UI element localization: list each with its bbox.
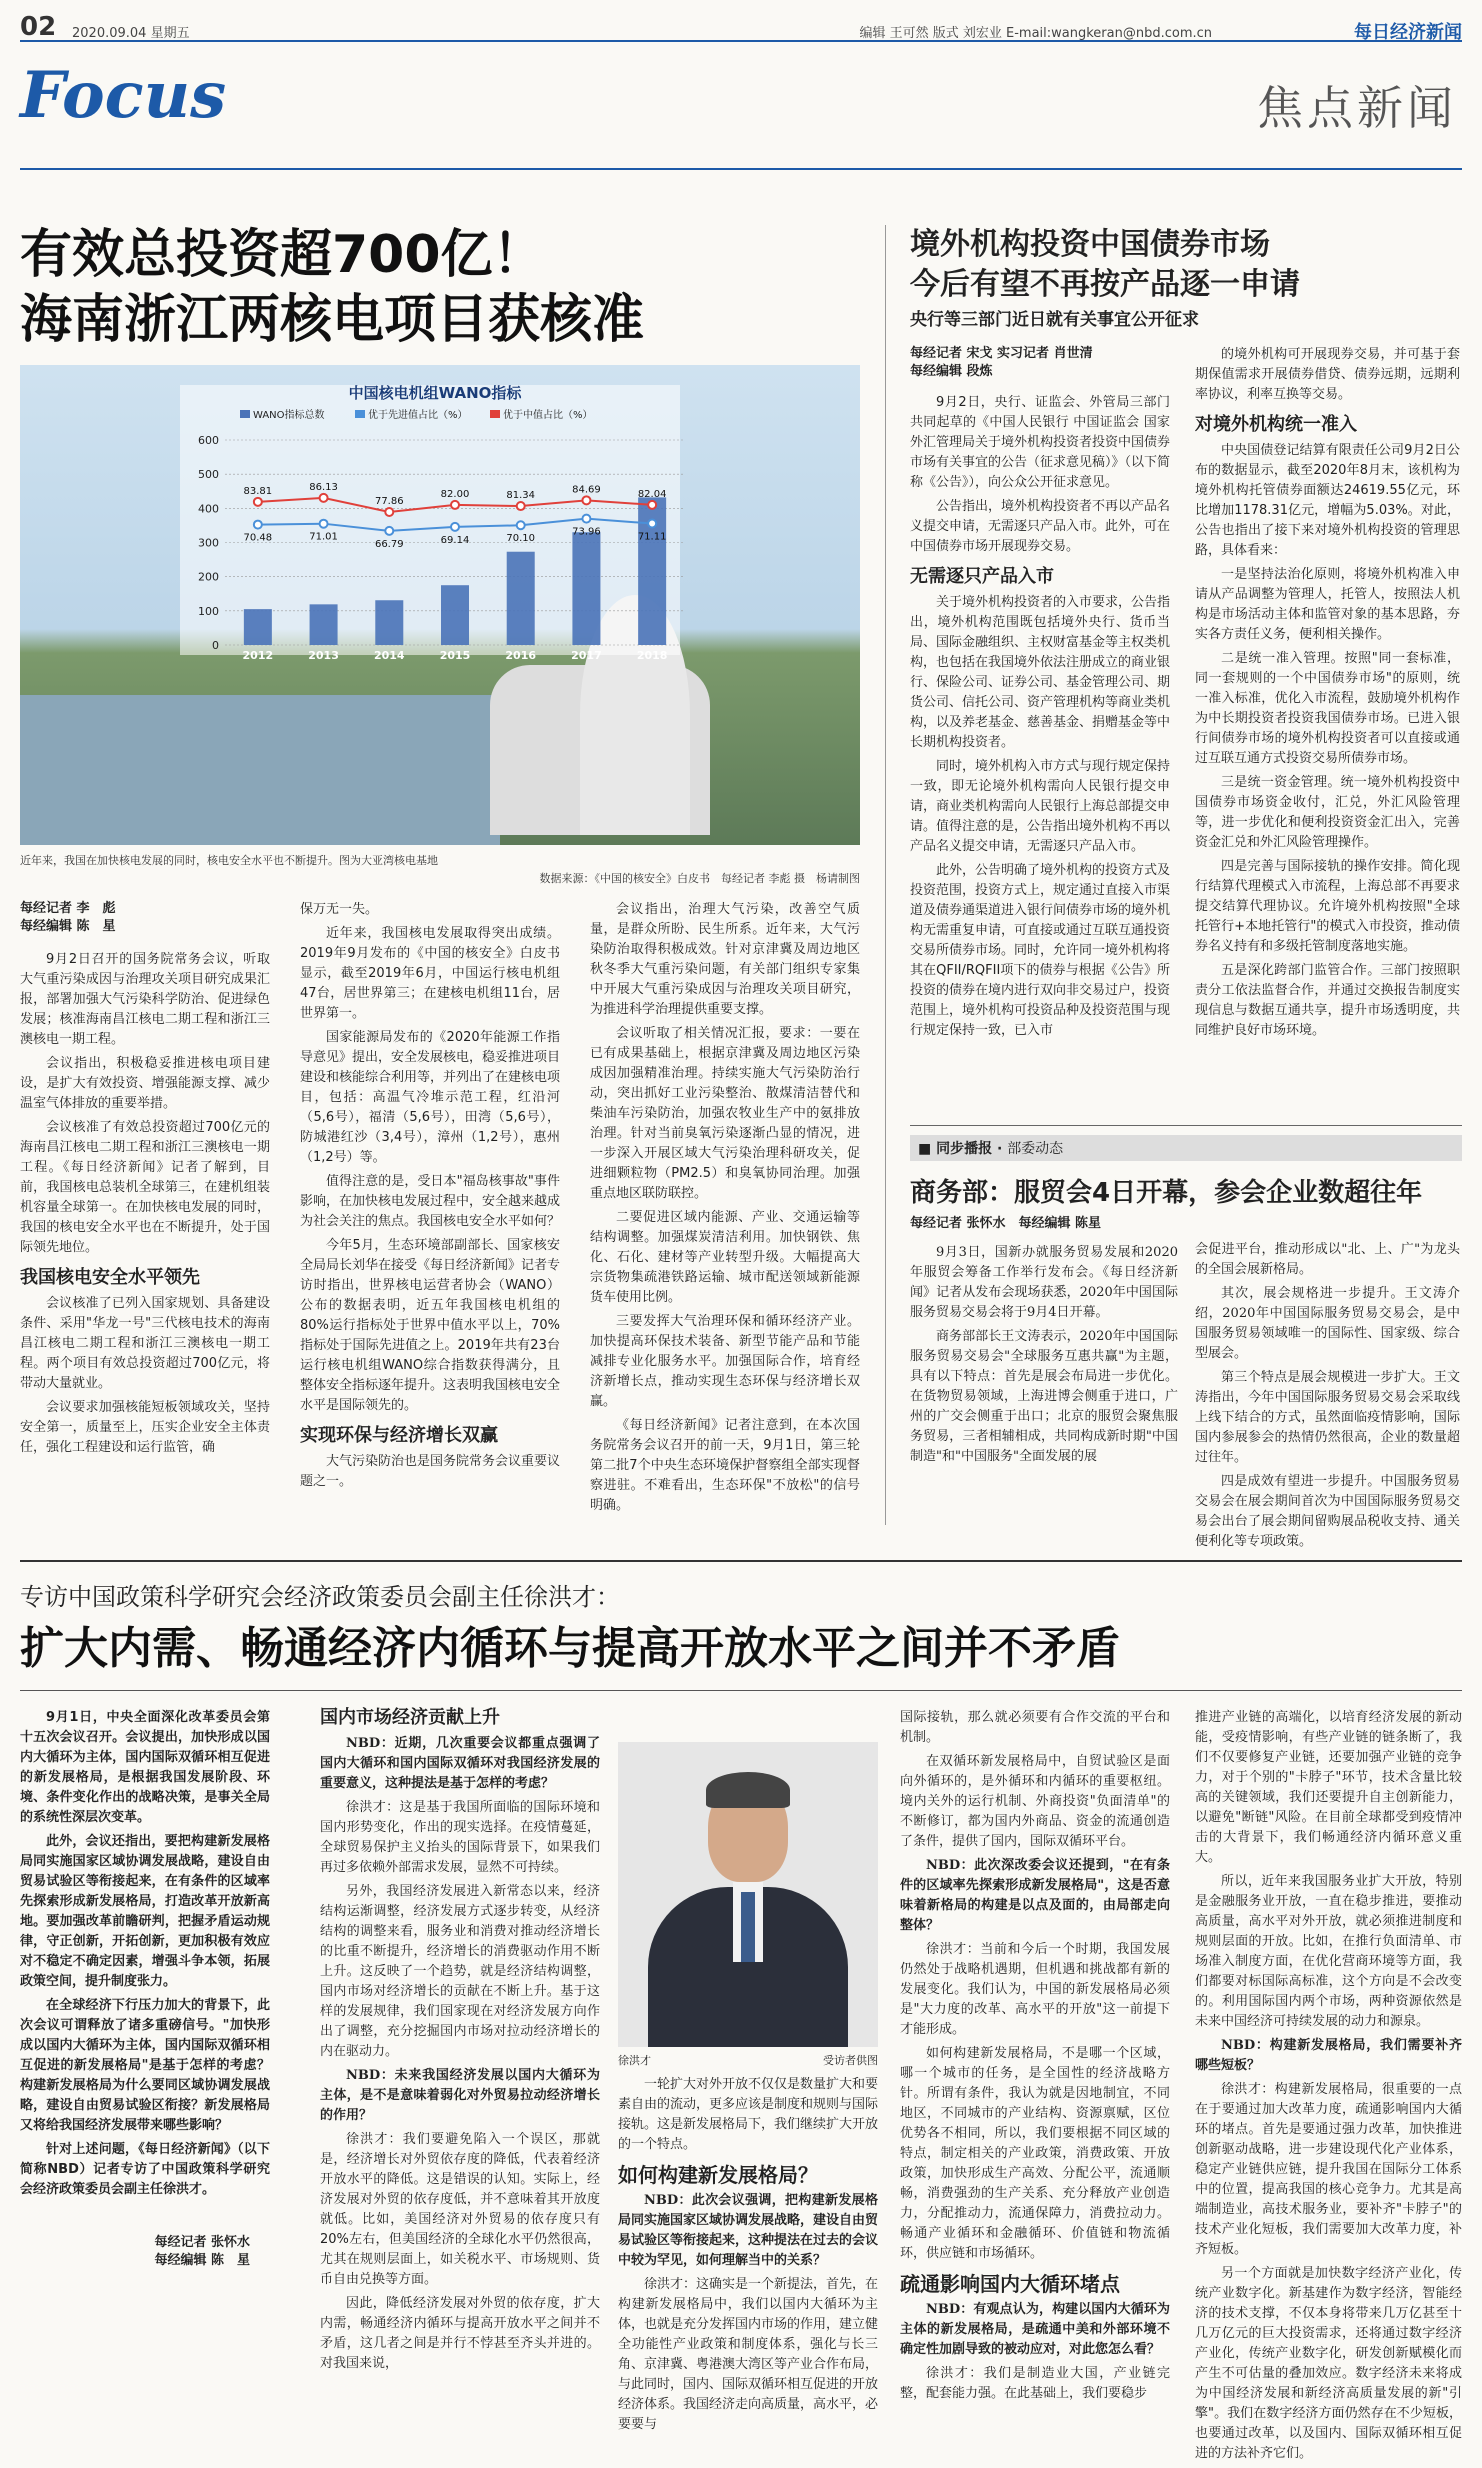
chart-x-tick-label: 2017 (571, 649, 602, 662)
chart-bar (375, 600, 403, 645)
lead-paragraph: 值得注意的是，受日本"福岛核事故"事件影响，在加快核电发展过程中，安全越来越成为社会关注的焦点。我国核电安全水平如何？ (300, 1174, 561, 1229)
chart-data-label: 69.14 (440, 534, 470, 546)
right-paragraph: 四是完善与国际接轨的操作安排。简化现行结算代理模式入市流程，上海总部不再要求提交结算代理协议。允许境外机构按照"全球托管行+本地托管行"的模式入市投资，推动债券名义持有和多级托管制度落地实施。 (1195, 859, 1460, 954)
lead-column-2 (300, 900, 560, 1496)
right-subtitle: 央行等三部门近日就有关事宜公开征求 (910, 310, 1199, 330)
interview-question: NBD：有观点认为，构建以国内大循环为主体的新发展格局，是疏通中美和外部环境不确定性加剧导致的被动应对，对此您怎么看？ (900, 2302, 1170, 2357)
interview-answer: 推进产业链的高端化，以培育经济发展的新动能，受疫情影响，有些产业链的链条断了，我们不仅要修复产业链，还要加强产业链的竞争力，对于个别的"卡脖子"环节，技术含量比较高的关键领域，我们还要提升自主创新能力，以避免"断链"风险。在目前全球都受到疫情冲击的大背景下，我们畅通经济内循环意义重大。 (1195, 1710, 1462, 1865)
photo-tie (741, 1892, 755, 1962)
column-divider (885, 225, 886, 1525)
interview-answer: 一轮扩大对外开放不仅仅是数量扩大和要素自由的流动，更多应该是制度和规则与国际接轨。这是新发展格局下，我们继续扩大开放的一个特点。 (618, 2077, 879, 2152)
interview-subhead-1: 国内市场经济贡献上升 (320, 1707, 500, 1728)
lead-headline-1: 有效总投资超700亿！ (20, 225, 545, 285)
lead-paragraph: 会议要求加强核能短板领域攻关，坚持安全第一，质量至上，压实企业安全主体责任，强化工程建设和运行监管，确 (20, 1400, 270, 1455)
right-column-2 (1195, 345, 1460, 1045)
chart-y-tick-label: 200 (198, 570, 219, 584)
right-byline-2: 每经编辑 段炼 (910, 364, 993, 379)
chart-data-label: 70.48 (243, 532, 273, 544)
lead-paragraph: 《每日经济新闻》记者注意到，在本次国务院常务会议召开的前一天，9月1日，第三轮第二批7个中央生态环境保护督察组全部实现督察进驻。不难看出，生态环保"不放松"的信号明确。 (590, 1418, 860, 1513)
sync-rule (910, 1125, 1462, 1126)
chart-point (648, 520, 656, 528)
chart-point (254, 521, 262, 529)
chart-point (385, 527, 393, 535)
chart-data-label: 84.69 (572, 484, 601, 496)
right-paragraph: 公告指出，境外机构投资者不再以产品名义提交申请，无需逐只产品入市。此外，可在中国债券市场开展现券交易。 (910, 499, 1171, 554)
sync-bar: ■ 同步播报 · 部委动态 (910, 1135, 1462, 1161)
chart-point (254, 498, 262, 506)
photo-caption-row (618, 2052, 878, 2068)
lead-byline-1: 每经记者 李 彪 (20, 901, 116, 916)
sync-sub: 部委动态 (1007, 1141, 1064, 1157)
section-title-en: Focus (20, 58, 227, 133)
chart-legend-label: WANO指标总数 (253, 410, 325, 421)
sync-paragraph: 商务部部长王文涛表示，2020年中国国际服务贸易交易会"全球服务互惠共赢"为主题，具有以下特点：首先是展会布局进一步优化。在货物贸易领域，上海进博会侧重于进口，广州的广交会侧重于出口；北京的服贸会聚焦服务贸易，三者相辅相成，共同构成新时期"中国制造"和"中国服务"全面发展的展 (910, 1329, 1178, 1464)
masthead (20, 10, 1462, 42)
lead-paragraph: 保万无一失。 (300, 902, 379, 917)
wano-chart (170, 380, 700, 670)
photo-caption: 近年来，我国在加快核电发展的同时，核电安全水平也不断提升。图为大亚湾核电基地 (20, 854, 438, 867)
paper-name: 每日经济新闻 (1354, 22, 1462, 43)
right-paragraph: 一是坚持法治化原则，将境外机构准入申请从产品调整为管理人，托管人，按照法人机构是市场活动主体和监管对象的基本思路，夯实各方责任义务，便利相关操作。 (1195, 567, 1460, 642)
chart-legend-swatch (240, 410, 250, 418)
lead-paragraph: 会议核准了已列入国家规划、具备建设条件、采用"华龙一号"三代核电技术的海南昌江核电二期工程和浙江三澳核电一期工程。两个项目有效总投资超过700亿元，将带动大量就业。 (20, 1296, 270, 1391)
chart-point (451, 501, 459, 509)
chart-legend-label: 优于先进值占比（%） (368, 410, 468, 421)
right-title-2: 今后有望不再按产品逐一申请 (910, 267, 1300, 302)
chart-legend-swatch (490, 410, 500, 418)
chart-data-label: 71.11 (637, 531, 667, 543)
interview-answer: 所以，近年来我国服务业扩大开放，特别是金融服务业开放，一直在稳步推进，要推动高质量，高水平对外开放，就必须推进制度和规则层面的开放。比如，在推行负面清单、市场准入制度方面，在优化营商环境等方面，我们都要对标国际高标准，这个方向是不会改变的。利用国际国内两个市场，两种资源依然是未来中国经济可持续发展的动力和源泉。 (1195, 1874, 1462, 2029)
photo-credit: 受访者供图 (823, 2054, 878, 2067)
chart-data-label: 82.04 (637, 488, 667, 500)
lead-paragraph: 9月2日召开的国务院常务会议，听取大气重污染成因与治理攻关项目研究成果汇报，部署加强大气污染科学防治、促进绿色发展；核准海南昌江核电二期工程和浙江三澳核电一期工程。 (20, 952, 270, 1047)
editor-credits: 编辑 王可然 版式 刘宏业 E-mail:wangkeran@nbd.com.cn (859, 26, 1212, 41)
chart-x-tick-label: 2012 (242, 649, 274, 662)
interview-question: NBD：此次会议强调，把构建新发展格局同实施国家区域协调发展战略，建设自由贸易试验区等衔接起来，这种提法在过去的会议中较为罕见，如何理解当中的关系？ (618, 2193, 879, 2268)
right-paragraph: 9月2日，央行、证监会、外管局三部门共同起草的《中国人民银行 中国证监会 国家外汇管理局关于境外机构投资者投资中国债券市场有关事宜的公告（征求意见稿）》（以下简称《公告》），向公众公开征求意见。 (910, 395, 1171, 490)
interview-answer: 因此，降低经济发展对外贸的依存度，扩大内需，畅通经济内循环与提高开放水平之间并不矛盾，这几者之间是并行不悖甚至齐头并进的。对我国来说， (320, 2296, 600, 2371)
sync-column-2 (1195, 1240, 1460, 1556)
interview-column-1 (320, 1708, 600, 2378)
interviewee-photo (618, 1742, 878, 2047)
chart-y-tick-label: 600 (198, 434, 219, 447)
photo-sea (20, 695, 500, 845)
chart-data-label: 86.13 (309, 481, 338, 493)
chart-y-tick-label: 300 (198, 536, 219, 550)
chart-data-label: 70.10 (506, 533, 536, 545)
interview-question: NBD：构建新发展格局，我们需要补齐哪些短板？ (1195, 2038, 1462, 2073)
sync-paragraph: 9月3日，国新办就服务贸易发展和2020年服贸会筹备工作举行发布会。《每日经济新闻》记者从发布会现场获悉，2020年中国国际服务贸易交易会将于9月4日开幕。 (910, 1245, 1178, 1320)
interview-subhead-2: 如何构建新发展格局？ (618, 2163, 818, 2187)
right-column-1 (910, 345, 1170, 1045)
interview-question: NBD：此次深改委会议还提到，"在有条件的区域率先探索形成新发展格局"，这是否意味着新格局的构建是以点及面的，由局部走向整体？ (900, 1858, 1170, 1933)
chart-bar (244, 609, 272, 645)
chart-x-tick-label: 2018 (636, 649, 668, 662)
interview-answer: 徐洪才：这确实是一个新提法，首先，在构建新发展格局中，我们以国内大循环为主体，也就是充分发挥国内市场的作用，建立健全功能性产业政策和制度体系，强化与长三角、京津冀、粤港澳大湾区等产业合作布局，与此同时，国内、国际双循环相互促进的开放经济体系。我国经济走向高质量，高水平，必要要与 (618, 2277, 879, 2432)
intro-paragraph: 9月1日，中央全面深化改革委员会第十五次会议召开。会议提出，加快形成以国内大循环为主体，国内国际双循环相互促进的新发展格局，是根据我国发展阶段、环境、条件变化作出的战略决策，是事关全局的系统性深层次变革。 (20, 1710, 270, 1825)
chart-y-tick-label: 500 (198, 468, 219, 482)
interview-rule (20, 1690, 1462, 1691)
interview-subhead-3: 疏通影响国内大循环堵点 (900, 2272, 1120, 2296)
chart-y-tick-label: 100 (198, 604, 219, 618)
chart-bar (441, 585, 469, 645)
chart-title: 中国核电机组WANO指标 (348, 384, 522, 402)
page-number: 02 (20, 12, 57, 42)
chart-point (320, 520, 328, 528)
lead-subhead-2: 实现环保与经济增长双赢 (300, 1425, 498, 1446)
lead-headline-2: 海南浙江两核电项目获核准 (20, 290, 645, 350)
chart-point (648, 501, 656, 509)
lead-paragraph: 二要促进区域内能源、产业、交通运输等结构调整。加强煤炭清洁利用。加快钢铁、焦化、石化、建材等产业转型升级。大幅提高大宗货物集疏港铁路运输、城市配送领域新能源货车使用比例。 (590, 1210, 860, 1305)
sync-paragraph: 第三个特点是展会规模进一步扩大。王文涛指出，今年中国国际服务贸易交易会采取线上线下结合的方式，虽然面临疫情影响，国际国内参展参会的热情仍然很高，企业的数量超过往年。 (1195, 1370, 1460, 1465)
lead-photo-chart (20, 365, 860, 845)
chart-point (517, 502, 525, 510)
chart-x-tick-label: 2015 (439, 649, 471, 662)
interview-answer: 国际接轨，那么就必须要有合作交流的平台和机制。 (900, 1710, 1170, 1745)
photo-hair (706, 1772, 790, 1808)
issue-date: 2020.09.04 星期五 (72, 26, 190, 41)
chart-data-label: 81.34 (506, 490, 536, 502)
interview-answer: 徐洪才：我们是制造业大国，产业链完整，配套能力强。在此基础上，我们要稳步 (900, 2366, 1170, 2401)
interview-answer: 另一个方面就是加快数字经济产业化，传统产业数字化。新基建作为数字经济，智能经济的技术支撑，不仅本身将带来几万亿甚至十几万亿元的巨大投资需求，还将通过数字经济产业化，传统产业数字化，研发创新赋模化而产生不可估量的叠加效应。数字经济未来将成为中国经济发展和新经济高质量发展的新"引擎"。我们在数字经济方面仍然存在不少短板，也要通过改革，以及国内、国际双循环相互促进的方法补齐它们。 (1195, 2266, 1462, 2461)
lead-paragraph: 今年5月，生态环境部副部长、国家核安全局局长刘华在接受《每日经济新闻》记者专访时指出，世界核电运营者协会（WANO）公布的数据表明，近五年我国核电机组的80%运行指标处于世界中值水平以上，70%指标处于国际先进值之上。2019年共有23台运行核电机组WANO综合指数获得满分，且整体安全指标逐年提升。这表明我国核电安全水平是国际领先的。 (300, 1238, 561, 1413)
interview-question: NBD：近期，几次重要会议都重点强调了国内大循环和国内国际双循环对我国经济发展的重要意义，这种提法是基于怎样的考虑？ (320, 1736, 600, 1791)
intro-paragraph: 在全球经济下行压力加大的背景下，此次会议可谓释放了诸多重磅信号。"加快形成以国内大循环为主体，国内国际双循环相互促进的新发展格局"是基于怎样的考虑？构建新发展格局为什么要同区域协调发展战略，建设自由贸易试验区衔接？新发展格局又将给我国经济发展带来哪些影响？ (20, 1998, 270, 2133)
chart-data-label: 83.81 (243, 485, 273, 497)
interview-subhead: 专访中国政策科学研究会经济政策委员会副主任徐洪才： (20, 1583, 620, 1611)
interview-column-2 (618, 2075, 878, 2439)
lead-byline-2: 每经编辑 陈 星 (20, 919, 116, 934)
sync-byline: 每经记者 张怀水 每经编辑 陈星 (910, 1216, 1102, 1231)
chart-x-tick-label: 2014 (373, 649, 405, 662)
interview-column-4 (1195, 1708, 1462, 2468)
chart-data-label: 82.00 (440, 488, 470, 500)
lead-paragraph: 会议指出，治理大气污染，改善空气质量，是群众所盼、民生所系。近年来，大气污染防治取得积极成效。针对京津冀及周边地区秋冬季大气重污染问题，有关部门组织专家集中开展大气重污染成因与治理攻关项目研究，为推进科学治理提供重要支撑。 (590, 902, 860, 1017)
section-title-cn: 焦点新闻 (1257, 81, 1457, 135)
chart-data-label: 66.79 (374, 538, 404, 550)
right-paragraph: 同时，境外机构入市方式与现行规定保持一致，即无论境外机构需向人民银行提交申请，商业类机构需向人民银行上海总部提交申请。值得注意的是，公告指出境外机构不再以产品名义提交申请，无需逐只产品入市。 (910, 759, 1171, 854)
chart-point (320, 494, 328, 502)
interview-answer: 徐洪才：构建新发展格局，很重要的一点在于要通过加大改革力度，疏通影响国内大循环的堵点。首先是要通过强力改革，加快推进创新驱动战略，进一步建设现代化产业体系，稳定产业链供应链，提升我国在国际分工体系中的位置，提高我国的核心竞争力。尤其是高端制造业，高技术服务业，要补齐"卡脖子"的技术产业化短板，我们需要加大改革力度，补齐短板。 (1195, 2082, 1462, 2257)
intro-paragraph: 针对上述问题，《每日经济新闻》（以下简称NBD）记者专访了中国政策科学研究会经济政策委员会副主任徐洪才。 (20, 2142, 270, 2197)
chart-x-tick-label: 2013 (308, 649, 339, 662)
interview-answer: 如何构建新发展格局，不是哪一个区域，哪一个城市的任务，是全国性的经济战略方针。所谓有条件，我认为就是因地制宜，不同地区，不同城市的产业结构、资源禀赋，区位优势各不相同，所以，我们要根据不同区域的特点，制定相关的产业政策，消费政策、开放政策，加快形成生产高效、分配公平，流通顺畅，消费强劲的生产关系、充分释放产业创造力，分配推动力，流通保障力，消费拉动力。畅通产业循环和金融循环、价值链和物流循环，供应链和市场循环。 (900, 2046, 1170, 2261)
chart-point (582, 515, 590, 523)
right-paragraph: 二是统一准入管理。按照"同一套标准，同一套规则的一个中国债券市场"的原则，统一准入标准，优化入市流程，鼓励境外机构作为中长期投资者投资我国债券市场。已进入银行间债券市场的境外机构投资者可以直接或通过互联互通方式投资交易所债券市场。 (1195, 651, 1460, 766)
lead-paragraph: 大气污染防治也是国务院常务会议重要议题之一。 (300, 1454, 561, 1489)
lead-column-1 (20, 900, 270, 1462)
intro-paragraph: 此外，会议还指出，要把构建新发展格局同实施国家区域协调发展战略，建设自由贸易试验区等衔接起来，在有条件的区域率先探索形成新发展格局，打造改革开放新高地。要加强改革前瞻研判，把握矛盾运动规律，守正创新，开拓创新，更加积极有效应对不稳定不确定因素，增强斗争本领，拓展政策空间，提升制度张力。 (20, 1834, 270, 1989)
lead-paragraph: 会议指出，积极稳妥推进核电项目建设，是扩大有效投资、增强能源支撑、减少温室气体排放的重要举措。 (20, 1056, 270, 1111)
chart-data-label: 73.96 (572, 526, 601, 538)
sync-label: 同步播报 (936, 1141, 993, 1157)
interview-answer: 徐洪才：当前和今后一个时期，我国发展仍然处于战略机遇期，但机遇和挑战都有新的发展变化。我们认为，中国的新发展格局必须是"大力度的改革、高水平的开放"这一前提下才能形成。 (900, 1942, 1170, 2037)
interview-column-3 (900, 1708, 1170, 2408)
chart-legend-label: 优于中值占比（%） (503, 410, 593, 421)
interview-byline-1: 每经记者 张怀水 (154, 2235, 250, 2250)
chart-point (451, 523, 459, 531)
lead-paragraph: 三要发挥大气治理环保和循环经济产业。加快提高环保技术装备、新型节能产品和节能减排专业化服务水平。加强国际合作，培育经济新增长点，推动实现生态环保与经济增长双赢。 (590, 1314, 860, 1409)
lead-paragraph: 近年来，我国核电发展取得突出成绩。2019年9月发布的《中国的核安全》白皮书显示，截至2019年6月，中国运行核电机组47台，居世界第三；在建核电机组11台，居世界第一。 (300, 926, 560, 1021)
photo-source: 数据来源：《中国的核安全》白皮书 每经记者 李彪 摄 杨请制图 (539, 872, 860, 885)
chart-y-tick-label: 400 (198, 502, 219, 516)
sync-paragraph: 四是成效有望进一步提升。中国服务贸易交易会在展会期间首次为中国国际服务贸易交易会出台了展会期间留购展品税收支持、通关便利化等专项政策。 (1195, 1474, 1460, 1549)
photo-person-name: 徐洪才 (618, 2054, 651, 2067)
chart-bar (507, 552, 535, 645)
chart-bar (572, 532, 600, 645)
chart-point (517, 521, 525, 529)
interview-answer: 另外，我国经济发展进入新常态以来，经济结构运渐调整，经济发展方式逐步转变，从经济结构的调整来看，服务业和消费对推动经济增长的比重不断提升，经济增长的消费驱动作用不断上升。这反映了一个趋势，就是经济结构调整，国内市场对经济增长的贡献在不断上升。基于这样的发展规律，我们国家现在对经济发展方向作出了调整，充分挖掘国内市场对拉动经济增长的内在驱动力。 (320, 1884, 600, 2059)
right-paragraph: 此外，公告明确了境外机构的投资方式及投资范围，投资方式上，规定通过直接入市渠道及债券通渠道进入银行间债券市场的境外机构无需重复申请，可直接或通过互联互通投资交易所债券市场。同时，允许同一境外机构将其在QFII/RQFII项下的债券与根据《公告》所投资的债券在境内进行双向非交易过户，投资范围上，境外机构可投资品种及投资范围与现行规定保持一致，已入市 (910, 863, 1171, 1038)
chart-x-tick-label: 2016 (505, 649, 537, 662)
chart-legend-swatch (355, 410, 365, 418)
right-subhead-1: 无需逐只产品入市 (910, 566, 1054, 587)
interview-headline: 扩大内需、畅通经济内循环与提高开放水平之间并不矛盾 (20, 1623, 1120, 1674)
interview-intro (20, 1708, 270, 2270)
right-title-1: 境外机构投资中国债券市场 (910, 227, 1270, 262)
sync-paragraph: 会促进平台，推动形成以"北、上、广"为龙头的全国会展新格局。 (1195, 1242, 1460, 1277)
right-paragraph: 的境外机构可开展现券交易，并可基于套期保值需求开展债券借贷、债券远期，远期利率协议，利率互换等交易。 (1195, 347, 1460, 402)
chart-y-tick-label: 0 (212, 639, 219, 652)
interview-answer: 徐洪才：这是基于我国所面临的国际环境和国内形势变化，作出的现实选择。在疫情蔓延，全球贸易保护主义抬头的国际背景下，如果我们再过多依赖外部需求发展，显然不可持续。 (320, 1800, 600, 1875)
lead-paragraph: 会议听取了相关情况汇报，要求：一要在已有成果基础上，根据京津冀及周边地区污染成因加强精准治理。持续实施大气污染防治行动，突出抓好工业污染整治、散煤清洁替代和柴油车污染防治，加强农牧业生产中的氨排放治理。针对当前臭氧污染逐渐凸显的情况，进一步深入开展区域大气污染治理科研攻关，促进细颗粒物（PM2.5）和臭氧协同治理。加强重点地区联防联控。 (590, 1026, 860, 1201)
right-paragraph: 关于境外机构投资者的入市要求，公告指出，境外机构范围既包括境外央行、货币当局、国际金融组织、主权财富基金等主权类机构，也包括在我国境外依法注册成立的商业银行、保险公司、证券公司、基金管理公司、期货公司、信托公司、资产管理机构等商业类机构，以及养老基金、慈善基金、捐赠基金等中长期机构投资者。 (910, 595, 1171, 750)
interview-question: NBD：未来我国经济发展以国内大循环为主体，是不是意味着弱化对外贸易拉动经济增长的作用？ (320, 2068, 600, 2123)
right-story-title (910, 225, 1470, 330)
section-rule (20, 168, 1462, 170)
right-byline-1: 每经记者 宋戈 实习记者 肖世清 (910, 346, 1093, 361)
lead-paragraph: 会议核准了有效总投资超过700亿元的海南昌江核电二期工程和浙江三澳核电一期工程。《每日经济新闻》记者了解到，目前，我国核电总装机全球第三，在建机组装机容量全球第一。在加快核电发展的同时，我国的核电安全水平也在不断提升，处于国际领先地位。 (20, 1120, 270, 1255)
interview-answer: 在双循环新发展格局中，自贸试验区是面向外循环的，是外循环和内循环的重要枢纽。境内关外的运行机制、外商投资"负面清单"的不断修订，都为国内外商品、资金的流通创造了条件，提供了国内，国际双循环平台。 (900, 1754, 1170, 1849)
lead-subhead-1: 我国核电安全水平领先 (20, 1267, 200, 1288)
right-paragraph: 中央国债登记结算有限责任公司9月2日公布的数据显示，截至2020年8月末，该机构为境外机构托管债券面额达24619.55亿元，环比增加1178.31亿元，增幅为5.03%。对此，公告也指出了接下来对境外机构投资的管理思路，具体看来： (1195, 443, 1460, 558)
right-paragraph: 五是深化跨部门监管合作。三部门按照职责分工依法监督合作，并通过交换报告制度实现信息与数据互通共享，提升市场透明度，共同维护良好市场环境。 (1195, 963, 1460, 1038)
sync-icon: ■ (918, 1141, 932, 1157)
right-paragraph: 三是统一资金管理。统一境外机构投资中国债券市场资金收付，汇兑，外汇风险管理等，进一步优化和便利投资资金汇出入，完善资金汇兑和外汇风险管理操作。 (1195, 775, 1460, 850)
sync-column-1 (910, 1215, 1178, 1471)
chart-bar (310, 604, 338, 645)
chart-data-label: 71.01 (309, 531, 338, 543)
bottom-divider (20, 1560, 1462, 1562)
interview-byline-2: 每经编辑 陈 星 (154, 2253, 250, 2268)
sync-title: 商务部：服贸会4日开幕，参会企业数超往年 (910, 1178, 1423, 1208)
lead-paragraph: 国家能源局发布的《2020年能源工作指导意见》提出，安全发展核电，稳妥推进项目建设和核能综合利用等，并列出了在建核电项目，包括：高温气冷堆示范工程，红沿河（5,6号），福清（5,6号），田湾（5,6号），防城港红沙（3,4号），漳州（1,2号），惠州（1,2号）等。 (300, 1030, 561, 1165)
interview-answer: 徐洪才：我们要避免陷入一个误区，那就是，经济增长对外贸依存度的降低，代表着经济开放水平的降低。这是错误的认知。实际上，经济发展对外贸的依存度低，并不意味着其开放度就低。比如，美国经济对外贸易的依存度只有20%左右，但美国经济的全球化水平仍然很高，尤其在规则层面上，如关税水平、市场规则、货币自由兑换等方面。 (320, 2132, 600, 2287)
chart-point (582, 496, 590, 504)
chart-point (385, 508, 393, 516)
chart-data-label: 77.86 (374, 495, 404, 507)
sync-paragraph: 其次，展会规格进一步提升。王文涛介绍，2020年中国国际服务贸易交易会，是中国服务贸易领域唯一的国际性、国家级、综合型展会。 (1195, 1286, 1460, 1361)
right-subhead-2: 对境外机构统一准入 (1195, 414, 1357, 435)
lead-column-3 (590, 900, 860, 1520)
